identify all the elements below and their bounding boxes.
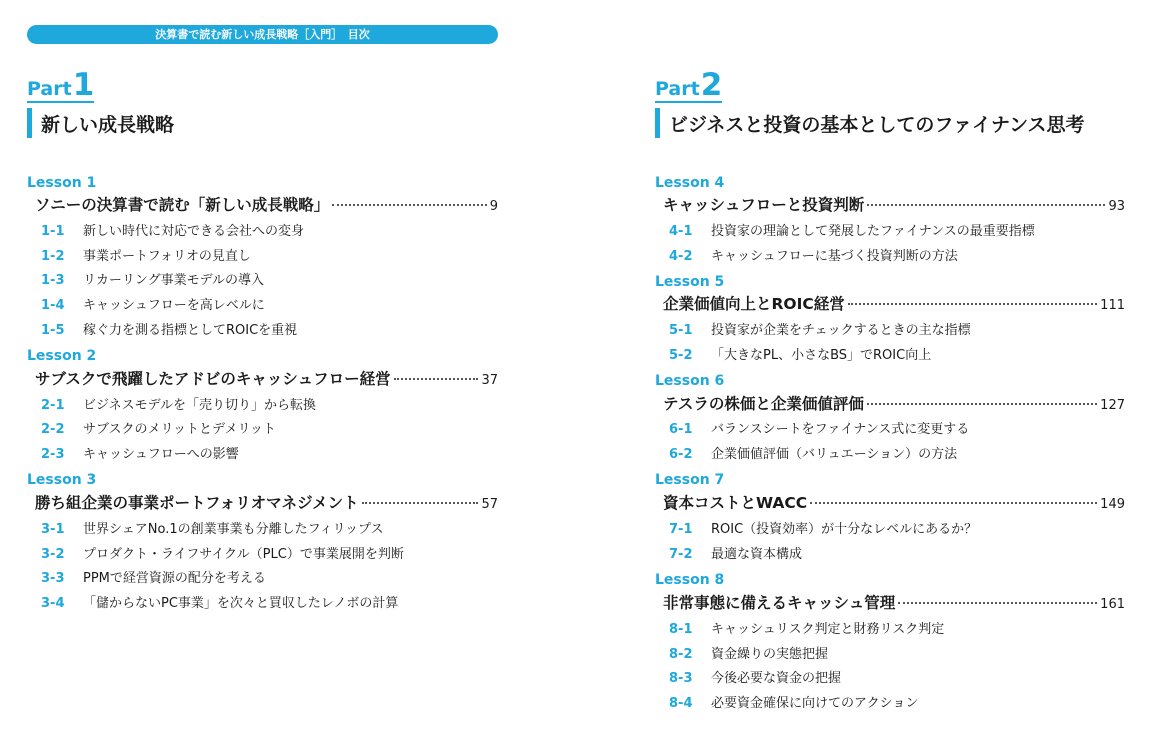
section-title: 「儲からないPC事業」を次々と買収したレノボの計算	[83, 596, 399, 611]
part-2-title: ビジネスと投資の基本としてのファイナンス思考	[669, 113, 1085, 136]
lesson-8-label: Lesson 8	[655, 572, 725, 588]
section-title: 投資家の理論として発展したファイナンスの最重要指標	[711, 224, 1035, 239]
section-1-4[interactable]	[41, 296, 265, 316]
section-number: 6-1	[669, 422, 693, 437]
section-number: 8-1	[669, 622, 693, 637]
section-number: 7-1	[669, 522, 693, 537]
section-2-1[interactable]	[41, 396, 316, 416]
section-number: 1-1	[41, 224, 65, 239]
leader-dots	[867, 403, 1097, 405]
section-number: 8-2	[669, 647, 693, 662]
section-number: 3-3	[41, 571, 65, 586]
part-number: 1	[72, 67, 95, 103]
lesson-title: ソニーの決算書で読む「新しい成長戦略」	[35, 196, 330, 214]
section-4-2[interactable]	[669, 247, 958, 267]
section-title: 最適な資本構成	[711, 547, 803, 562]
leader-dots	[810, 502, 1097, 504]
section-title: サブスクのメリットとデメリット	[83, 422, 276, 437]
part-2-label	[655, 67, 723, 103]
section-title: 資金繰りの実態把握	[711, 647, 829, 662]
lesson-2-entry[interactable]	[35, 368, 498, 392]
section-5-2[interactable]	[669, 346, 931, 366]
section-number: 3-1	[41, 522, 65, 537]
section-number: 2-1	[41, 398, 65, 413]
section-6-2[interactable]	[669, 445, 957, 465]
page-number: 149	[1100, 497, 1125, 512]
section-number: 1-2	[41, 249, 65, 264]
section-6-1[interactable]	[669, 420, 969, 440]
section-8-2[interactable]	[669, 645, 828, 665]
section-1-5[interactable]	[41, 321, 297, 341]
section-title: ビジネスモデルを「売り切り」から転換	[83, 398, 316, 413]
section-3-3[interactable]	[41, 569, 266, 589]
part-1-label	[27, 67, 95, 103]
section-title: 稼ぐ力を測る指標としてROICを重視	[83, 323, 298, 338]
section-title: リカーリング事業モデルの導入	[83, 273, 264, 288]
lesson-title: テスラの株価と企業価値評価	[663, 395, 864, 413]
section-title: 「大きなPL、小さなBS」でROIC向上	[711, 348, 932, 363]
lesson-title: 資本コストとWACC	[663, 494, 808, 512]
section-8-4[interactable]	[669, 694, 918, 714]
section-3-4[interactable]	[41, 594, 398, 614]
lesson-1-label: Lesson 1	[27, 175, 97, 191]
section-number: 2-3	[41, 447, 65, 462]
section-8-1[interactable]	[669, 620, 944, 640]
lesson-4-entry[interactable]	[663, 194, 1125, 218]
section-number: 1-5	[41, 323, 65, 338]
section-7-2[interactable]	[669, 545, 802, 565]
page-number: 111	[1100, 298, 1125, 313]
page-number: 9	[489, 199, 498, 214]
leader-dots	[332, 204, 487, 206]
part-1-title: 新しい成長戦略	[41, 113, 175, 136]
section-number: 4-2	[669, 249, 693, 264]
leader-dots	[362, 502, 479, 504]
part-number: 2	[700, 67, 723, 103]
section-4-1[interactable]	[669, 222, 1035, 242]
section-title: キャッシュフローに基づく投資判断の方法	[711, 249, 958, 264]
leader-dots	[394, 378, 479, 380]
section-number: 3-4	[41, 596, 65, 611]
section-title: バランスシートをファイナンス式に変更する	[711, 422, 970, 437]
leader-dots	[848, 303, 1097, 305]
section-2-2[interactable]	[41, 420, 276, 440]
section-number: 6-2	[669, 447, 693, 462]
lesson-4-label: Lesson 4	[655, 175, 725, 191]
lesson-1-entry[interactable]	[35, 194, 498, 218]
lesson-3-entry[interactable]	[35, 492, 498, 516]
page-number: 93	[1108, 199, 1125, 214]
lesson-title: 勝ち組企業の事業ポートフォリオマネジメント	[35, 494, 359, 512]
section-number: 5-1	[669, 323, 693, 338]
lesson-2-label: Lesson 2	[27, 348, 97, 364]
part-2-title-block	[655, 108, 1085, 138]
page-number: 37	[481, 373, 498, 388]
section-title: 事業ポートフォリオの見直し	[83, 249, 251, 264]
section-number: 3-2	[41, 547, 65, 562]
part-word: Part	[655, 78, 700, 100]
section-2-3[interactable]	[41, 445, 239, 465]
section-title: キャッシュフローへの影響	[83, 447, 239, 462]
section-title: 必要資金確保に向けてのアクション	[711, 696, 919, 711]
section-7-1[interactable]	[669, 520, 977, 540]
section-1-3[interactable]	[41, 271, 264, 291]
lesson-7-entry[interactable]	[663, 492, 1125, 516]
section-5-1[interactable]	[669, 321, 971, 341]
lesson-title: 企業価値向上とROIC経営	[663, 295, 845, 313]
lesson-7-label: Lesson 7	[655, 472, 725, 488]
page-number: 127	[1100, 398, 1125, 413]
lesson-8-entry[interactable]	[663, 592, 1125, 616]
section-title: キャッシュリスク判定と財務リスク判定	[711, 622, 945, 637]
section-title: プロダクト・ライフサイクル（PLC）で事業展開を判断	[83, 547, 404, 562]
leader-dots	[867, 204, 1105, 206]
toc-header-title: 決算書で読む新しい成長戦略［入門］ 目次	[155, 28, 370, 41]
section-number: 1-4	[41, 298, 65, 313]
section-title: 世界シェアNo.1の創業事業も分離したフィリップス	[83, 522, 384, 537]
page-number: 161	[1100, 597, 1125, 612]
section-title: 新しい時代に対応できる会社への変身	[83, 224, 305, 239]
lesson-5-label: Lesson 5	[655, 274, 725, 290]
section-1-2[interactable]	[41, 247, 251, 267]
section-title: ROIC（投資効率）が十分なレベルにあるか？	[711, 522, 978, 537]
section-title: 今後必要な資金の把握	[711, 671, 842, 686]
section-3-2[interactable]	[41, 545, 404, 565]
section-number: 5-2	[669, 348, 693, 363]
section-1-1[interactable]	[41, 222, 304, 242]
section-title: 企業価値評価（バリュエーション）の方法	[711, 447, 958, 462]
lesson-title: サブスクで飛躍したアドビのキャッシュフロー経営	[35, 370, 391, 388]
part-1-title-block	[27, 108, 174, 138]
lesson-3-label: Lesson 3	[27, 472, 97, 488]
section-title: PPMで経営資源の配分を考える	[83, 571, 266, 586]
section-number: 8-4	[669, 696, 693, 711]
part-word: Part	[27, 78, 72, 100]
lesson-title: キャッシュフローと投資判断	[663, 196, 865, 214]
section-number: 4-1	[669, 224, 693, 239]
section-number: 1-3	[41, 273, 65, 288]
lesson-6-entry[interactable]	[663, 393, 1125, 417]
leader-dots	[898, 602, 1097, 604]
lesson-5-entry[interactable]	[663, 293, 1125, 317]
lesson-title: 非常事態に備えるキャッシュ管理	[663, 594, 896, 612]
section-3-1[interactable]	[41, 520, 384, 540]
section-title: キャッシュフローを高レベルに	[83, 298, 265, 313]
page-number: 57	[481, 497, 498, 512]
section-number: 7-2	[669, 547, 693, 562]
section-8-3[interactable]	[669, 669, 841, 689]
toc-header-banner	[27, 25, 498, 44]
lesson-6-label: Lesson 6	[655, 373, 725, 389]
section-number: 8-3	[669, 671, 693, 686]
section-title: 投資家が企業をチェックするときの主な指標	[711, 323, 971, 338]
section-number: 2-2	[41, 422, 65, 437]
